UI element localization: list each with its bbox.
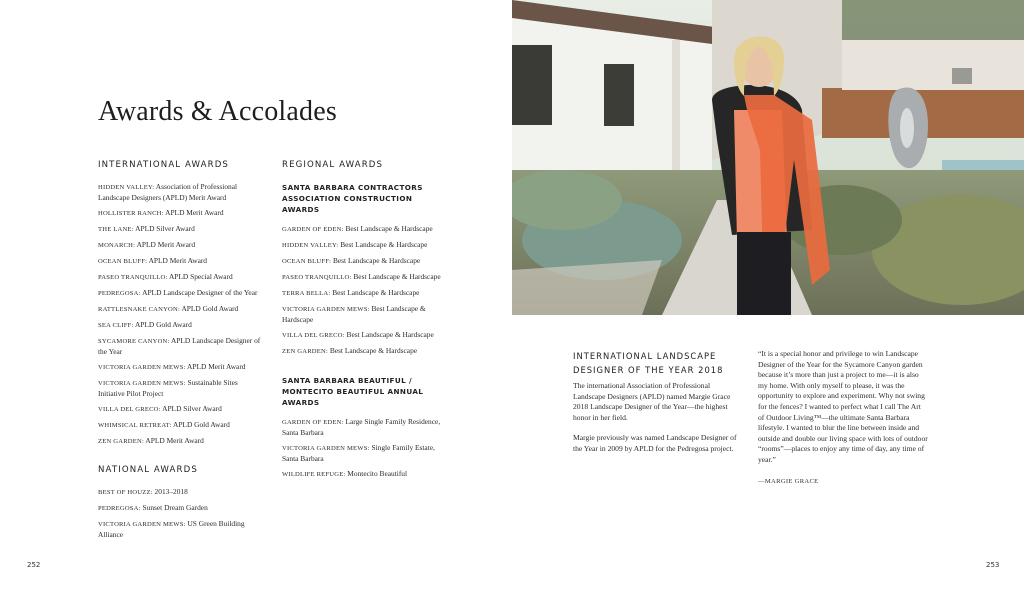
designer-of-year-heading [573,349,743,465]
award-description: Sustainable Sites Initiative Pilot Project [98,378,238,398]
award-item [98,519,266,540]
award-item [98,503,266,514]
award-project-name: VILLA DEL GRECO: [98,406,161,413]
award-item [98,224,266,235]
award-description: Best Landscape & Hardscape [351,272,441,281]
award-description: APLD Merit Award [163,208,224,217]
regional-awards-heading: REGIONAL AWARDS [282,160,384,170]
regional-group1-list [282,224,452,357]
right-page-number: 253 [986,561,1000,569]
award-description: APLD Landscape Designer of the Year [140,288,258,297]
award-description: APLD Gold Award [133,320,192,329]
award-project-name: PEDREGOSA: [98,290,141,297]
quote-attribution: —MARGIE GRACE [758,477,819,485]
award-description: APLD Merit Award [147,256,208,265]
award-item [282,288,452,299]
award-item [98,436,266,447]
international-awards-list [98,182,266,447]
regional-group2-heading-line2: MONTECITO BEAUTIFUL ANNUAL AWARDS [282,387,424,407]
award-project-name: HIDDEN VALLEY: [282,242,339,249]
award-project-name: VILLA DEL GRECO: [282,332,345,339]
award-description: 2013–2018 [152,487,188,496]
award-item [282,417,452,438]
award-item [98,362,266,373]
award-project-name: MONARCH: [98,242,136,249]
national-awards-heading: NATIONAL AWARDS [98,465,198,475]
designer-of-year-heading-line1: INTERNATIONAL LANDSCAPE [573,351,717,361]
award-item [98,208,266,219]
award-item [282,240,452,251]
award-item [98,240,266,251]
regional-group2-list [282,417,452,480]
award-project-name: HOLLISTER RANCH: [98,210,164,217]
award-description: Sunset Dream Garden [140,503,208,512]
award-project-name: VICTORIA GARDEN MEWS: [98,521,186,528]
international-awards-heading: INTERNATIONAL AWARDS [98,160,229,170]
award-project-name: VICTORIA GARDEN MEWS: [98,364,186,371]
page-title: Awards & Accolades [98,96,337,127]
award-project-name: PEDREGOSA: [98,505,141,512]
margie-grace-quote [758,349,928,485]
regional-group1-heading-line2: ASSOCIATION CONSTRUCTION AWARDS [282,194,413,214]
award-description: Montecito Beautiful [345,469,408,478]
award-project-name: SEA CLIFF: [98,322,134,329]
award-item [282,224,452,235]
garden-portrait-image [512,0,1024,315]
award-item [98,487,266,498]
left-page-number: 252 [27,561,41,569]
award-project-name: WILDLIFE REFUGE: [282,471,346,478]
award-description: Best Landscape & Hardscape [343,224,433,233]
award-project-name: ZEN GARDEN: [282,348,328,355]
award-project-name: THE LANE: [98,226,134,233]
award-project-name: PASEO TRANQUILLO: [98,274,168,281]
award-description: Association of Professional Landscape Designers (APLD) Merit Award [98,182,238,202]
award-description: Best Landscape & Hardscape [331,256,421,265]
award-item [98,320,266,331]
award-project-name: OCEAN BLUFF: [98,258,148,265]
award-description: APLD Gold Award [171,420,230,429]
award-project-name: WHIMSICAL RETREAT: [98,422,172,429]
regional-awards-column [282,160,452,485]
award-project-name: OCEAN BLUFF: [282,258,332,265]
award-item [282,346,452,357]
award-description: APLD Merit Award [135,240,196,249]
award-item [98,272,266,283]
award-description: US Green Building Alliance [98,519,245,539]
award-item [98,336,266,357]
award-description: APLD Merit Award [185,362,246,371]
award-description: Best Landscape & Hardscape [327,346,418,355]
award-description: APLD Gold Award [180,304,239,313]
award-item [98,288,266,299]
quote-text: “It is a special honor and privilege to win Landscape Designer of the Year for the Sycamore Canyon garden because it’s more than just a project to me—it is also my home. With only myself to please, it was the opportunity to explore and experiment. Why not swing for the fences? I wanted to perfect what I call The Art of Outdoor Living™—the ultimate Santa Barbara lifestyle. I wanted to blur the line between inside and outside and double our living space with lots of outdoor “rooms”—places to enjoy any time of day, any time of year.” [758,349,928,464]
award-item [282,330,452,341]
award-item [98,182,266,203]
award-project-name: TERRA BELLA: [282,290,331,297]
designer-of-year-heading-line2: DESIGNER OF THE YEAR 2018 [573,365,724,375]
award-project-name: ZEN GARDEN: [98,438,144,445]
regional-group2-heading-line1: SANTA BARBARA BEAUTIFUL / [282,376,412,385]
award-description: APLD Silver Award [133,224,195,233]
award-project-name: VICTORIA GARDEN MEWS: [282,445,370,452]
award-project-name: VICTORIA GARDEN MEWS: [98,380,186,387]
award-project-name: GARDEN OF EDEN: [282,226,344,233]
award-project-name: PASEO TRANQUILLO: [282,274,352,281]
award-item [98,404,266,415]
designer-of-year-paragraph-2: Margie previously was named Landscape Designer of the Year in 2009 by APLD for the Pedregosa project. [573,433,737,453]
award-description: APLD Landscape Designer of the Year [98,336,261,356]
award-description: APLD Merit Award [143,436,204,445]
award-item [282,304,452,325]
award-item [98,304,266,315]
award-description: Single Family Estate, Santa Barbara [282,443,435,463]
award-description: Best Landscape & Hardscape [344,330,434,339]
award-project-name: RATTLESNAKE CANYON: [98,306,181,313]
award-description: APLD Silver Award [160,404,222,413]
award-project-name: VICTORIA GARDEN MEWS: [282,306,370,313]
award-item [98,378,266,399]
regional-group2-heading [282,375,452,408]
award-item [282,469,452,480]
designer-of-year-body [573,381,741,455]
award-description: APLD Special Award [167,272,233,281]
award-description: Best Landscape & Hardscape [330,288,420,297]
portrait-photo [512,0,1024,315]
award-project-name: HIDDEN VALLEY: [98,184,155,191]
regional-group1-heading-line1: SANTA BARBARA CONTRACTORS [282,183,423,192]
national-awards-list [98,487,266,540]
award-item [282,443,452,464]
award-item [282,256,452,267]
award-item [98,256,266,267]
regional-group1-heading [282,182,452,215]
award-item [282,272,452,283]
award-description: Best Landscape & Hardscape [282,304,426,324]
award-item [98,420,266,431]
award-project-name: BEST OF HOUZZ: [98,489,153,496]
award-description: Large Single Family Residence, Santa Barbara [282,417,441,437]
award-description: Best Landscape & Hardscape [338,240,428,249]
award-project-name: SYCAMORE CANYON: [98,338,170,345]
award-project-name: GARDEN OF EDEN: [282,419,344,426]
international-awards-column [98,160,266,545]
designer-of-year-paragraph-1: The international Association of Professional Landscape Designers (APLD) named Margie Grace 2018 Landscape Designer of the Year—the highest honor in her field. [573,381,731,422]
